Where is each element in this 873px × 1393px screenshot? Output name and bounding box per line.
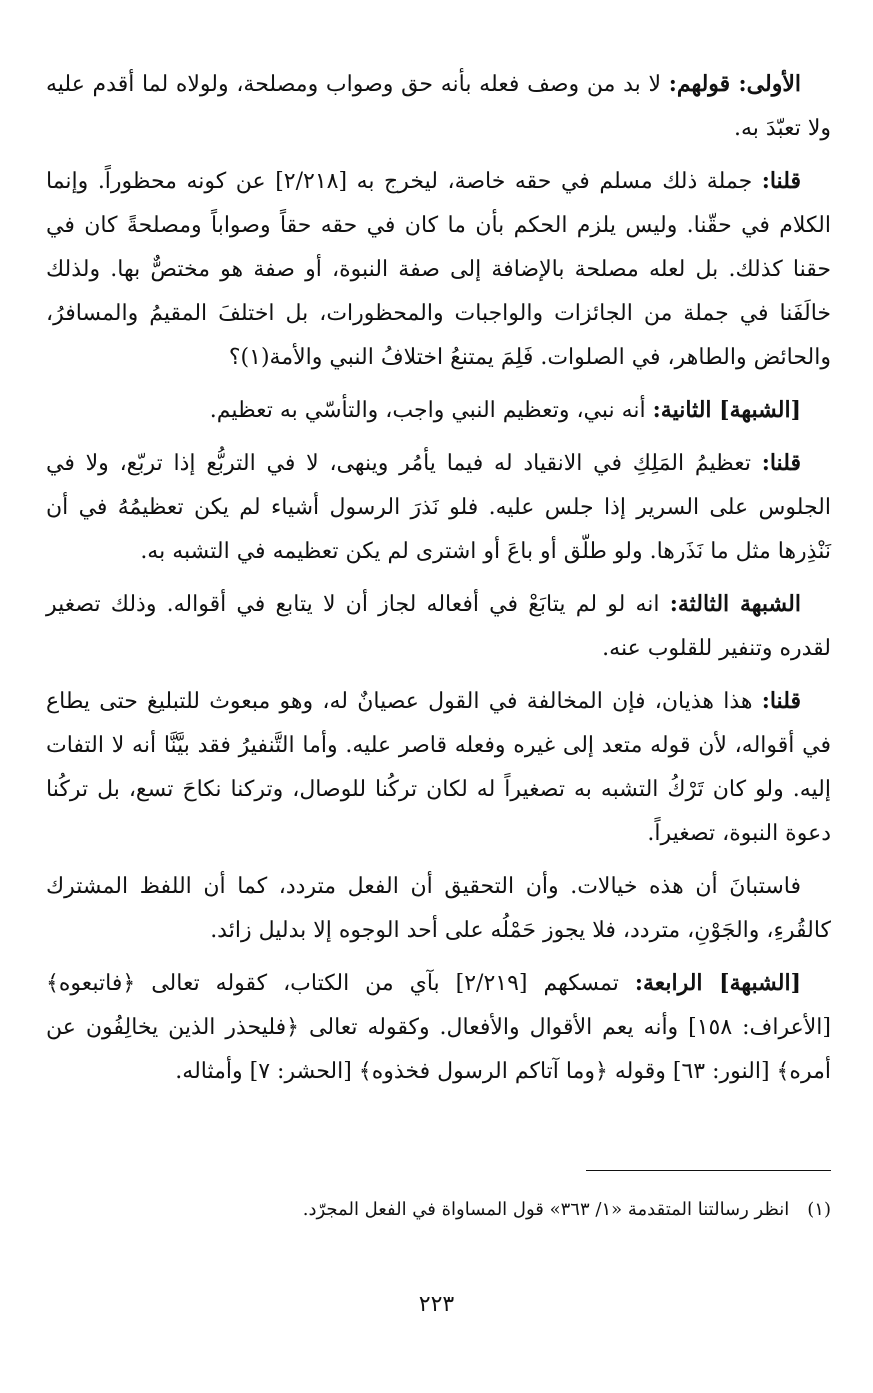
footnote-number: (١) [807,1199,831,1220]
paragraph-7 [46,864,831,953]
paragraph-text: تعظيمُ المَلِكِ في الانقياد له فيما يأمُر وينهى، لا في التربُّع إذا تربّع، ولا في الجلوس على السرير إذا جلس عليه. فلو نَذرَ الرسول أشياء لم يكن تعظيمُهُ في أن نَنْذِرها مثل ما نَذَرها. ولو طلّق أو باعَ أو اشترى لم يكن تعظيمه في التشبه به. [46,451,831,564]
footnote-text: انظر رسالتنا المتقدمة «١/ ٣٦٣» قول المساواة في الفعل المجرّد. [302,1199,790,1220]
paragraph-lead: قلنا: [761,688,801,714]
paragraph-6 [46,679,831,856]
page-number: ٢٢٣ [418,1292,455,1317]
paragraph-lead: [الشبهة] الثانية: [652,397,801,423]
paragraph-4 [46,441,831,574]
paragraph-text: لا بد من وصف فعله بأنه حق وصواب ومصلحة، ولولاه لما أقدم عليه ولا تعبّدَ به. [46,72,831,141]
paragraph-lead: [الشبهة] الرابعة: [634,970,802,996]
paragraph-8 [46,961,831,1094]
paragraph-text: تمسكهم [٢/٢١٩] بآي من الكتاب، كقوله تعالى ﴿فاتبعوه﴾ [الأعراف: ١٥٨] وأنه يعم الأقوال والأفعال. وكقوله تعالى ﴿فليحذر الذين يخالِفُون عن أمره﴾ [النور: ٦٣] وقوله ﴿وما آتاكم الرسول فخذوه﴾ [الحشر: ٧] وأمثاله. [46,971,831,1084]
paragraph-1 [46,62,831,151]
main-text [46,62,831,1094]
paragraph-lead: الشبهة الثالثة: [669,591,802,617]
paragraph-5 [46,582,831,671]
paragraph-lead: الأولى: قولهم: [668,71,801,97]
paragraph-text: أنه نبي، وتعظيم النبي واجب، والتأسّي به تعظيم. [209,398,646,423]
paragraph-text: هذا هذيان، فإن المخالفة في القول عصيانٌ له، وهو مبعوث للتبليغ حتى يطاع في أقواله، لأن قوله متعد إلى غيره وفعله قاصر عليه. وأما التَّنفيرُ فقد بيَّنَّا أنه لا التفات إليه. ولو كان تَرْكُ التشبه به تصغيراً له لكان تركُنا للوصال، وتركنا نكاحَ تسع، بل تركُنا دعوة النبوة، تصغيراً. [46,689,831,846]
footnote-divider [586,1170,831,1171]
paragraph-3 [46,388,831,433]
paragraph-text: فاستبانَ أن هذه خيالات. وأن التحقيق أن الفعل متردد، كما أن اللفظ المشترك كالقُرءِ، والجَوْنِ، متردد، فلا يجوز حَمْلُه على أحد الوجوه إلا بدليل زائد. [46,874,831,943]
paragraph-2 [46,159,831,380]
footnote [46,1195,831,1225]
paragraph-text: انه لو لم يتابَعْ في أفعاله لجاز أن لا يتابع في أقواله. وذلك تصغير لقدره وتنفير للقلوب عنه. [46,592,831,661]
paragraph-text: جملة ذلك مسلم في حقه خاصة، ليخرج به [٢/٢١٨] عن كونه محظوراً. وإنما الكلام في حقّنا. وليس يلزم الحكم بأن ما كان في حقه حقاً وصواباً ومصلحةً كان في حقنا كذلك. بل لعله مصلحة بالإضافة إلى صفة النبوة، أو صفة هو مختصٌّ بها. ولذلك خالَفَنا في جملة من الجائزات والواجبات والمحظورات، بل اختلفَ المقيمُ والمسافرُ، والحائض والطاهر، في الصلوات. فَلِمَ يمتنعُ اختلافُ النبي والأمة(١)؟ [46,169,831,370]
paragraph-lead: قلنا: [761,168,801,194]
paragraph-lead: قلنا: [761,450,801,476]
